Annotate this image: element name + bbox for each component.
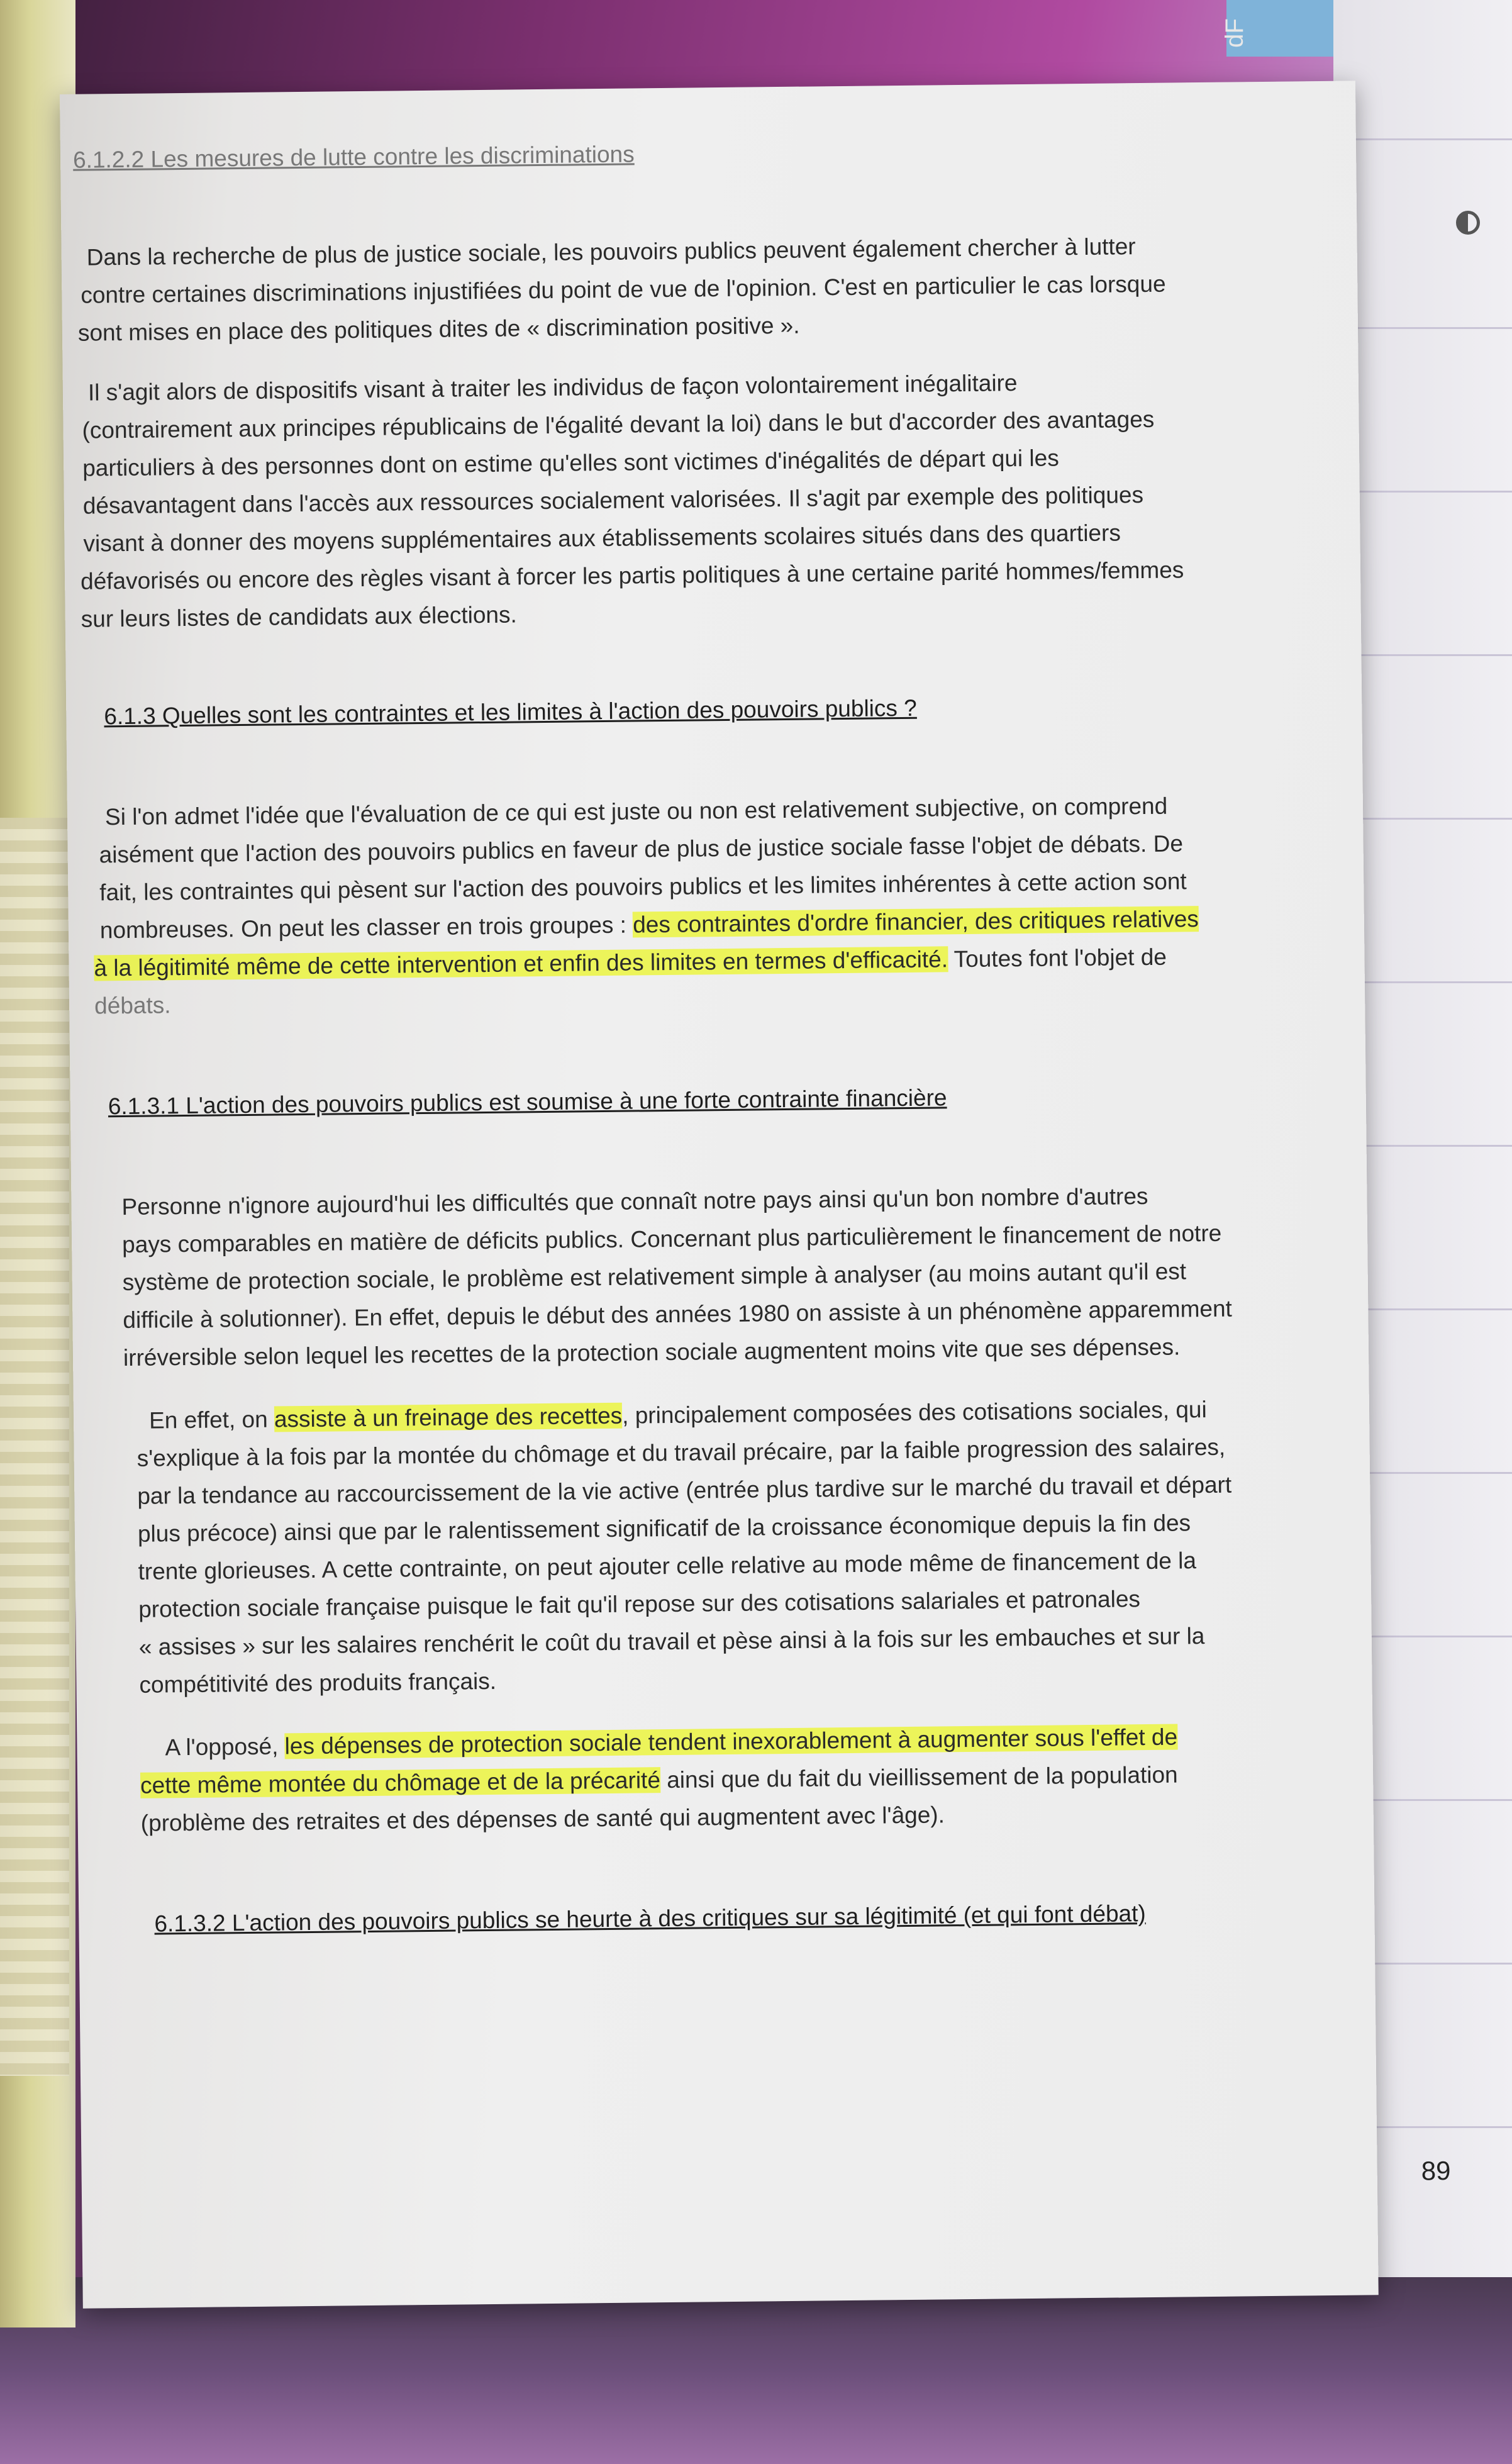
text-segment: Il s'agit alors de dispositifs visant à traiter les individus de façon volontairement inégalitaire: [87, 370, 1018, 406]
text-segment: fait, les contraintes qui pèsent sur l'action des pouvoirs publics et les limites inhérentes à cette action sont: [99, 868, 1187, 906]
text-segment: défavorisés ou encore des règles visant à forcer les partis politiques à une certaine parité hommes/femmes: [80, 557, 1184, 594]
text-segment: compétitivité des produits français.: [139, 1668, 497, 1698]
text-segment: ainsi que du fait du vieillissement de la population: [660, 1761, 1178, 1793]
book-page-edges: [0, 818, 69, 2076]
text-segment: 6.1.2.2 Les mesures de lutte contre les discriminations: [72, 141, 635, 173]
section-heading: [154, 1895, 1146, 1943]
text-segment: trente glorieuses. A cette contrainte, on peut ajouter celle relative au mode même de financement de la: [138, 1547, 1197, 1585]
highlighted-text: les dépenses de protection sociale tendent inexorablement à augmenter sous l'effet de: [284, 1724, 1178, 1759]
text-segment: contre certaines discriminations injustifiées du point de vue de l'opinion. C'est en particulier le cas lorsque: [81, 270, 1166, 308]
section-heading: [108, 1079, 947, 1125]
text-line: [94, 986, 171, 1025]
text-segment: visant à donner des moyens supplémentaires aux établissements scolaires situés dans des quartiers: [83, 520, 1121, 557]
text-segment: difficile à solutionner). En effet, depuis le début des années 1980 on assiste à un phénomène apparemment: [123, 1295, 1233, 1334]
text-segment: (contrairement aux principes républicains de l'égalité devant la loi) dans le but d'accorder des avantages: [82, 406, 1155, 443]
text-segment: particuliers à des personnes dont on estime qu'elles sont victimes d'inégalités de départ qui les: [82, 445, 1059, 481]
section-heading: [73, 135, 635, 179]
highlighted-text: cette même montée du chômage et de la précarité: [140, 1767, 661, 1798]
text-segment: irréversible selon lequel les recettes de la protection sociale augmentent moins vite que ses dépenses.: [123, 1334, 1181, 1371]
page-text-block: [60, 81, 1379, 2308]
highlighted-text: des contraintes d'ordre financier, des critiques relatives: [632, 906, 1199, 938]
section-heading: [104, 689, 917, 736]
text-segment: Personne n'ignore aujourd'hui les difficultés que connaît notre pays ainsi qu'un bon nombre d'autres: [121, 1183, 1148, 1220]
text-segment: 6.1.3 Quelles sont les contraintes et les limites à l'action des pouvoirs publics ?: [104, 694, 917, 730]
text-segment: Toutes font l'objet de: [947, 944, 1167, 973]
text-segment: plus précoce) ainsi que par le ralentissement significatif de la croissance économique depuis la fin des: [137, 1510, 1191, 1547]
text-segment: 6.1.3.1 L'action des pouvoirs publics est soumise à une forte contrainte financière: [108, 1084, 947, 1120]
highlighted-text: à la légitimité même de cette intervention et enfin des limites en termes d'efficacité.: [94, 946, 948, 981]
text-segment: En effet, on: [148, 1406, 275, 1434]
text-line: [78, 307, 800, 352]
highlighted-text: assiste à un freinage des recettes: [274, 1402, 623, 1432]
book-page: [60, 81, 1451, 2308]
corner-label: dF: [1220, 18, 1248, 48]
text-segment: désavantagent dans l'accès aux ressources socialement valorisées. Il s'agit par exemple des politiques: [82, 481, 1144, 519]
text-segment: Dans la recherche de plus de justice sociale, les pouvoirs publics peuvent également chercher à lutter: [86, 233, 1136, 270]
notebook-circle-icon: [1456, 211, 1480, 235]
text-segment: aisément que l'action des pouvoirs publics en faveur de plus de justice sociale fasse l'objet de débats. De: [99, 830, 1184, 868]
text-line: [139, 1663, 496, 1704]
text-segment: (problème des retraites et des dépenses de santé qui augmentent avec l'âge).: [140, 1802, 945, 1836]
text-segment: A l'opposé,: [165, 1733, 285, 1761]
text-segment: nombreuses. On peut les classer en trois groupes :: [99, 911, 633, 944]
text-segment: sont mises en place des politiques dites de « discrimination positive ».: [77, 312, 800, 346]
page-number: 89: [1421, 2156, 1451, 2186]
text-line: [81, 596, 517, 638]
text-segment: , principalement composées des cotisations sociales, qui: [621, 1396, 1207, 1429]
text-segment: système de protection sociale, le problème est relativement simple à analyser (au moins autant qu'il est: [122, 1258, 1187, 1296]
text-segment: débats.: [94, 992, 171, 1019]
text-segment: « assises » sur les salaires renchérit le coût du travail et pèse ainsi à la fois sur les embauches et sur la: [138, 1623, 1205, 1660]
text-segment: s'explique à la fois par la montée du chômage et du travail précaire, par la faible progression des salaires,: [136, 1434, 1226, 1471]
text-segment: par la tendance au raccourcissement de la vie active (entrée plus tardive sur le marché du travail et départ: [137, 1471, 1232, 1509]
text-segment: 6.1.3.2 L'action des pouvoirs publics se heurte à des critiques sur sa légitimité (et qui font débat): [154, 1900, 1146, 1937]
text-segment: protection sociale française puisque le fait qu'il repose sur des cotisations salariales et patronales: [138, 1586, 1141, 1622]
text-line: [140, 1796, 945, 1842]
text-segment: pays comparables en matière de déficits publics. Concernant plus particulièrement le financement de notre: [121, 1220, 1222, 1258]
text-segment: sur leurs listes de candidats aux élections.: [81, 601, 518, 632]
text-segment: Si l'on admet l'idée que l'évaluation de ce qui est juste ou non est relativement subjective, on comprend: [104, 793, 1168, 830]
